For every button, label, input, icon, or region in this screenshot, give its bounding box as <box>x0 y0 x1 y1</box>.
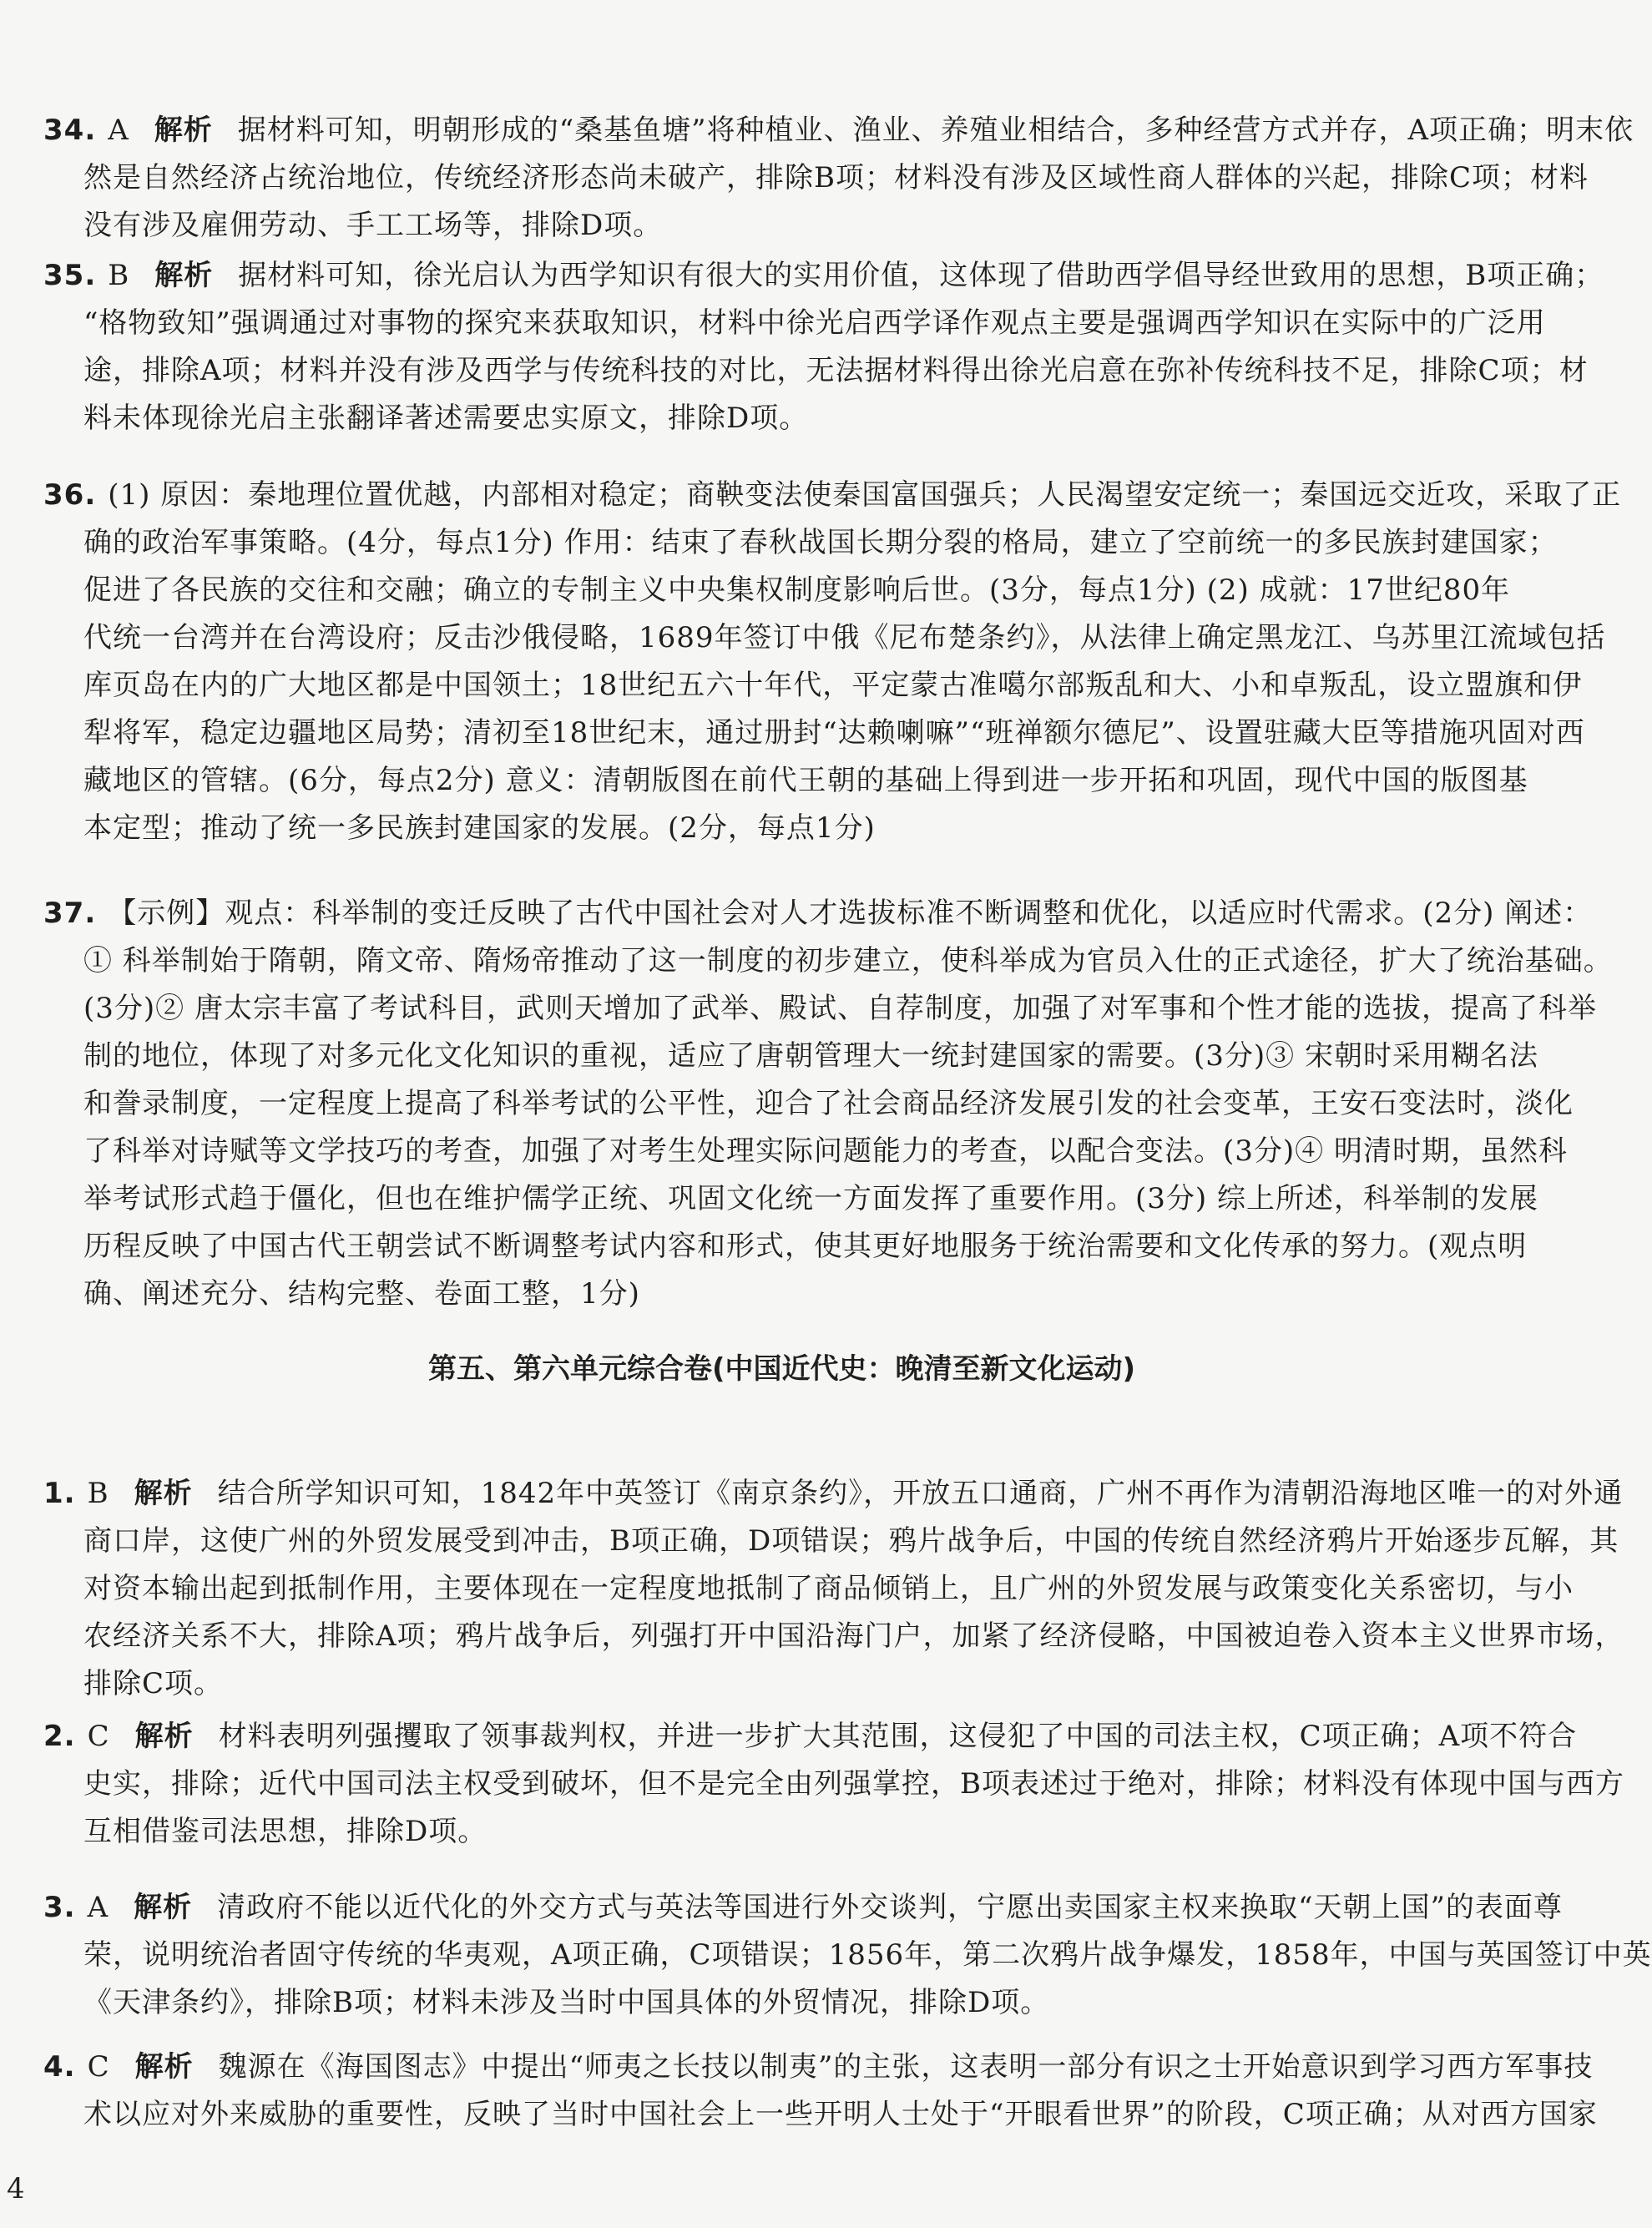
answer-choice: B <box>108 259 130 292</box>
entry-line: 举考试形式趋于僵化，但也在维护儒学正统、巩固文化统一方面发挥了重要作用。(3分) 综上所述，科举制的发展 <box>83 1182 1538 1215</box>
entry-line <box>43 252 1604 300</box>
analysis-label: 解析 <box>134 1891 193 1924</box>
analysis-label: 解析 <box>154 114 213 147</box>
entry-line <box>43 472 1622 519</box>
question-number: 1. <box>43 1477 76 1510</box>
entry-line: 对资本输出起到抵制作用，主要体现在一定程度地抵制了商品倾销上，且广州的外贸发展与政策变化关系密切，与小 <box>83 1572 1574 1605</box>
question-number: 37. <box>43 897 97 930</box>
section-title: 第五、第六单元综合卷(中国近代史：晚清至新文化运动) <box>427 1352 1136 1386</box>
entry-text: 魏源在《海国图志》中提出“师夷之长技以制夷”的主张，这表明一部分有识之士开始意识到学习西方军事技 <box>218 2050 1594 2084</box>
entry-line: 《天津条约》，排除B项；材料未涉及当时中国具体的外贸情况，排除D项。 <box>83 1986 1050 2019</box>
entry-line: (3分)② 唐太宗丰富了考试科目，武则天增加了武举、殿试、自荐制度，加强了对军事和个性才能的选拔，提高了科举 <box>83 992 1597 1025</box>
question-number: 4. <box>43 2050 76 2084</box>
entry-line: 犁将军，稳定边疆地区局势；清初至18世纪末，通过册封“达赖喇嘛”“班禅额尔德尼”、设置驻藏大臣等措施巩固对西 <box>83 716 1585 750</box>
entry-line <box>43 1713 1578 1761</box>
entry-line: 途，排除A项；材料并没有涉及西学与传统科技的对比，无法据材料得出徐光启意在弥补传统科技不足，排除C项；材 <box>83 354 1589 387</box>
entry-line: 然是自然经济占统治地位，传统经济形态尚未破产，排除B项；材料没有涉及区域性商人群体的兴起，排除C项；材料 <box>83 161 1589 195</box>
answer-entry-2 <box>43 1713 1624 1856</box>
entry-line <box>43 890 1593 937</box>
answer-entry-36 <box>43 472 1622 852</box>
question-number: 35. <box>43 259 97 292</box>
question-number: 36. <box>43 478 97 512</box>
entry-text: 材料表明列强攫取了领事裁判权，并进一步扩大其范围，这侵犯了中国的司法主权，C项正确；A项不符合 <box>218 1720 1578 1753</box>
entry-line <box>43 1884 1563 1932</box>
entry-text: (1) 原因：秦地理位置优越，内部相对稳定；商鞅变法使秦国富国强兵；人民渴望安定统一；秦国远交近攻，采取了正 <box>108 478 1622 512</box>
entry-line: 荣，说明统治者固守传统的华夷观，A项正确，C项错误；1856年，第二次鸦片战争爆发，1858年，中国与英国签订中英 <box>83 1938 1652 1972</box>
answer-entry-35 <box>43 252 1604 442</box>
entry-line: 了科举对诗赋等文学技巧的考查，加强了对考生处理实际问题能力的考查，以配合变法。(3分)④ 明清时期，虽然科 <box>83 1134 1568 1168</box>
answer-choice: C <box>87 2050 110 2084</box>
answer-choice: A <box>87 1891 109 1924</box>
entry-line: 确的政治军事策略。(4分，每点1分) 作用：结束了春秋战国长期分裂的格局，建立了空前统一的多民族封建国家； <box>83 526 1558 559</box>
entry-text: 【示例】观点：科举制的变迁反映了古代中国社会对人才选拔标准不断调整和优化，以适应时代需求。(2分) 阐述： <box>108 897 1593 930</box>
analysis-label: 解析 <box>134 2050 194 2084</box>
entry-line: 藏地区的管辖。(6分，每点2分) 意义：清朝版图在前代王朝的基础上得到进一步开拓和巩固，现代中国的版图基 <box>83 764 1528 797</box>
answer-choice: A <box>108 114 129 147</box>
analysis-label: 解析 <box>154 259 214 292</box>
answer-entry-34 <box>43 107 1634 250</box>
entry-line: “格物致知”强调通过对事物的探究来获取知识，材料中徐光启西学译作观点主要是强调西学知识在实际中的广泛用 <box>83 306 1546 340</box>
entry-line: 互相借鉴司法思想，排除D项。 <box>83 1815 488 1848</box>
entry-line: 料未体现徐光启主张翻译著述需要忠实原文，排除D项。 <box>83 402 809 435</box>
entry-line: 排除C项。 <box>83 1667 224 1700</box>
entry-text: 据材料可知，明朝形成的“桑基鱼塘”将种植业、渔业、养殖业相结合，多种经营方式并存，A项正确；明末依 <box>237 114 1634 147</box>
entry-line: ① 科举制始于隋朝，隋文帝、隋炀帝推动了这一制度的初步建立，使科举成为官员入仕的正式途径，扩大了统治基础。 <box>83 944 1613 978</box>
entry-line: 没有涉及雇佣劳动、手工工场等，排除D项。 <box>83 209 663 242</box>
answer-choice: C <box>87 1720 110 1753</box>
question-number: 34. <box>43 114 97 147</box>
entry-line: 本定型；推动了统一多民族封建国家的发展。(2分，每点1分) <box>83 811 876 845</box>
question-number: 2. <box>43 1720 76 1753</box>
answer-entry-1 <box>43 1470 1624 1708</box>
page-number: 4 <box>7 2172 25 2205</box>
entry-line: 术以应对外来威胁的重要性，反映了当时中国社会上一些开明人士处于“开眼看世界”的阶段，C项正确；从对西方国家 <box>83 2098 1598 2131</box>
question-number: 3. <box>43 1891 76 1924</box>
answer-entry-4 <box>43 2044 1598 2139</box>
entry-line: 农经济关系不大，排除A项；鸦片战争后，列强打开中国沿海门户，加紧了经济侵略，中国被迫卷入资本主义世界市场， <box>83 1619 1624 1653</box>
entry-line: 历程反映了中国古代王朝尝试不断调整考试内容和形式，使其更好地服务于统治需要和文化传承的努力。(观点明 <box>83 1230 1528 1263</box>
entry-line: 库页岛在内的广大地区都是中国领土；18世纪五六十年代，平定蒙古准噶尔部叛乱和大、小和卓叛乱，设立盟旗和伊 <box>83 669 1583 702</box>
entry-text: 结合所学知识可知，1842年中英签订《南京条约》，开放五口通商，广州不再作为清朝沿海地区唯一的对外通 <box>217 1477 1624 1510</box>
answer-entry-3 <box>43 1884 1652 2027</box>
entry-line: 制的地位，体现了对多元化文化知识的重视，适应了唐朝管理大一统封建国家的需要。(3分)③ 宋朝时采用糊名法 <box>83 1039 1538 1073</box>
entry-line: 史实，排除；近代中国司法主权受到破坏，但不是完全由列强掌控，B项表述过于绝对，排除；材料没有体现中国与西方 <box>83 1767 1624 1801</box>
entry-text: 据材料可知，徐光启认为西学知识有很大的实用价值，这体现了借助西学倡导经世致用的思想，B项正确； <box>238 259 1604 292</box>
answer-entry-37 <box>43 890 1613 1318</box>
entry-line <box>43 2044 1594 2091</box>
entry-text: 清政府不能以近代化的外交方式与英法等国进行外交谈判，宁愿出卖国家主权来换取“天朝上国”的表面尊 <box>217 1891 1563 1924</box>
entry-line: 代统一台湾并在台湾设府；反击沙俄侵略，1689年签订中俄《尼布楚条约》，从法律上确定黑龙江、乌苏里江流域包括 <box>83 621 1606 654</box>
entry-line: 促进了各民族的交往和交融；确立的专制主义中央集权制度影响后世。(3分，每点1分) (2) 成就：17世纪80年 <box>83 573 1511 607</box>
entry-line: 和誊录制度，一定程度上提高了科举考试的公平性，迎合了社会商品经济发展引发的社会变革，王安石变法时，淡化 <box>83 1087 1574 1120</box>
answer-choice: B <box>87 1477 109 1510</box>
entry-line: 商口岸，这使广州的外贸发展受到冲击，B项正确，D项错误；鸦片战争后，中国的传统自然经济鸦片开始逐步瓦解，其 <box>83 1524 1619 1558</box>
entry-line <box>43 107 1634 154</box>
entry-line: 确、阐述充分、结构完整、卷面工整，1分) <box>83 1277 640 1311</box>
analysis-label: 解析 <box>134 1477 193 1510</box>
analysis-label: 解析 <box>134 1720 194 1753</box>
entry-line <box>43 1470 1624 1518</box>
